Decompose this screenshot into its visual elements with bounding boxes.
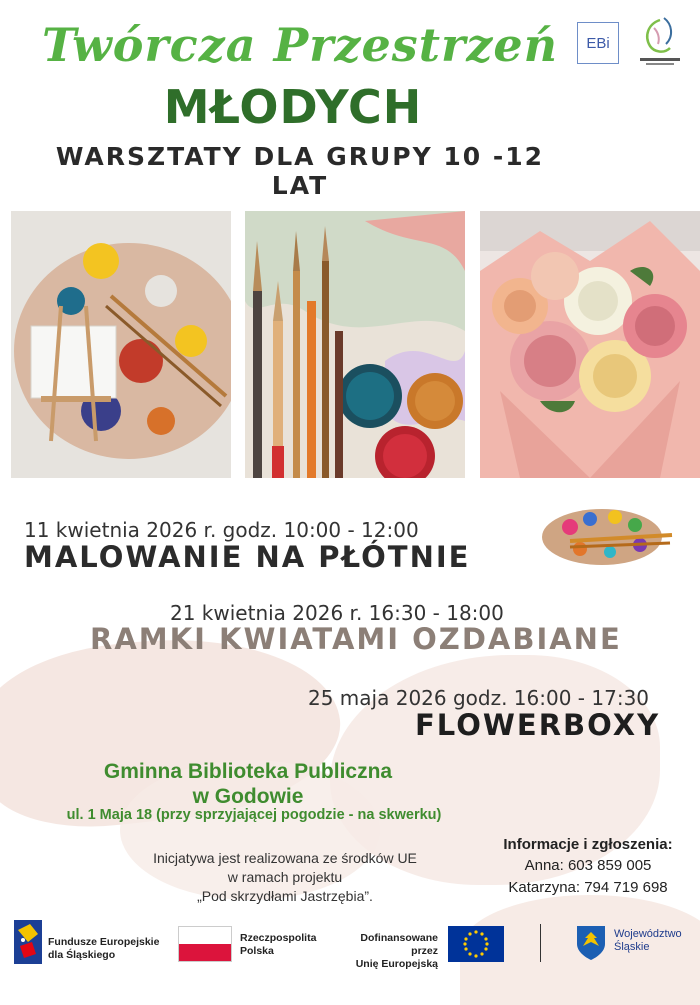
- fe-line-1: Fundusze Europejskie: [48, 936, 160, 948]
- library-address: ul. 1 Maja 18 (przy sprzyjającej pogodzie - na skwerku): [66, 807, 442, 823]
- fundusze-europejskie-logo: [14, 920, 42, 964]
- eu-line-1: Dofinansowane przez: [360, 932, 438, 957]
- initiative-text: w ramach projektu: [227, 869, 343, 885]
- event-date: 25 maja 2026 godz. 16:00 - 17:30: [308, 686, 650, 710]
- palette-illustration: [540, 497, 675, 577]
- pod-skrzydlami-logo: [634, 14, 686, 68]
- rp-line-2: Polska: [240, 945, 274, 957]
- ebi-logo-text: EBi: [586, 34, 610, 52]
- eu-line-2: Unię Europejską: [355, 958, 438, 970]
- eu-logo-text: [338, 932, 438, 971]
- divider: [540, 924, 541, 962]
- library-location: w Godowie: [192, 785, 304, 808]
- initiative-text: Inicjatywa jest realizowana ze środków UE: [153, 850, 417, 866]
- woj-line-1: Województwo: [614, 928, 682, 940]
- palette-photo: [11, 211, 231, 478]
- contact-anna: Anna: 603 859 005: [524, 857, 652, 874]
- library-name: Gminna Biblioteka Publiczna: [103, 760, 393, 783]
- silesia-coat-of-arms-icon: [575, 924, 607, 962]
- fe-line-2: dla Śląskiego: [48, 949, 116, 961]
- eu-flag-icon: [448, 926, 504, 962]
- woj-line-2: Śląskie: [614, 941, 650, 953]
- event-date: 11 kwietnia 2026 r. godz. 10:00 - 12:00: [24, 518, 419, 542]
- brushes-and-paint-photo: [245, 211, 465, 478]
- contact-katarzyna: Katarzyna: 794 719 698: [508, 879, 668, 896]
- polish-flag-icon: [178, 926, 232, 962]
- event-name: RAMKI KWIATAMI OZDABIANE: [90, 622, 622, 656]
- event-name: MALOWANIE NA PŁÓTNIE: [24, 540, 471, 574]
- wojewodztwo-logo-text: [614, 928, 682, 954]
- ebi-logo: [577, 22, 619, 64]
- fe-logo-text: [48, 936, 159, 962]
- event-date: 21 kwietnia 2026 r. 16:30 - 18:00: [170, 601, 504, 625]
- title-script: Twórcza Przestrzeń: [41, 18, 559, 72]
- event-name: FLOWERBOXY: [415, 708, 661, 742]
- title-main: MŁODYCH: [163, 80, 423, 134]
- info-title: Informacje i zgłoszenia:: [503, 836, 673, 853]
- flowers-bouquet-photo: [480, 211, 700, 478]
- rp-logo-text: [240, 932, 316, 958]
- subtitle: WARSZTATY DLA GRUPY 10 -12 LAT: [55, 142, 545, 200]
- project-name: „Pod skrzydłami Jastrzębia”.: [197, 888, 373, 904]
- rp-line-1: Rzeczpospolita: [240, 932, 317, 944]
- funding-logos-bar: [0, 912, 700, 978]
